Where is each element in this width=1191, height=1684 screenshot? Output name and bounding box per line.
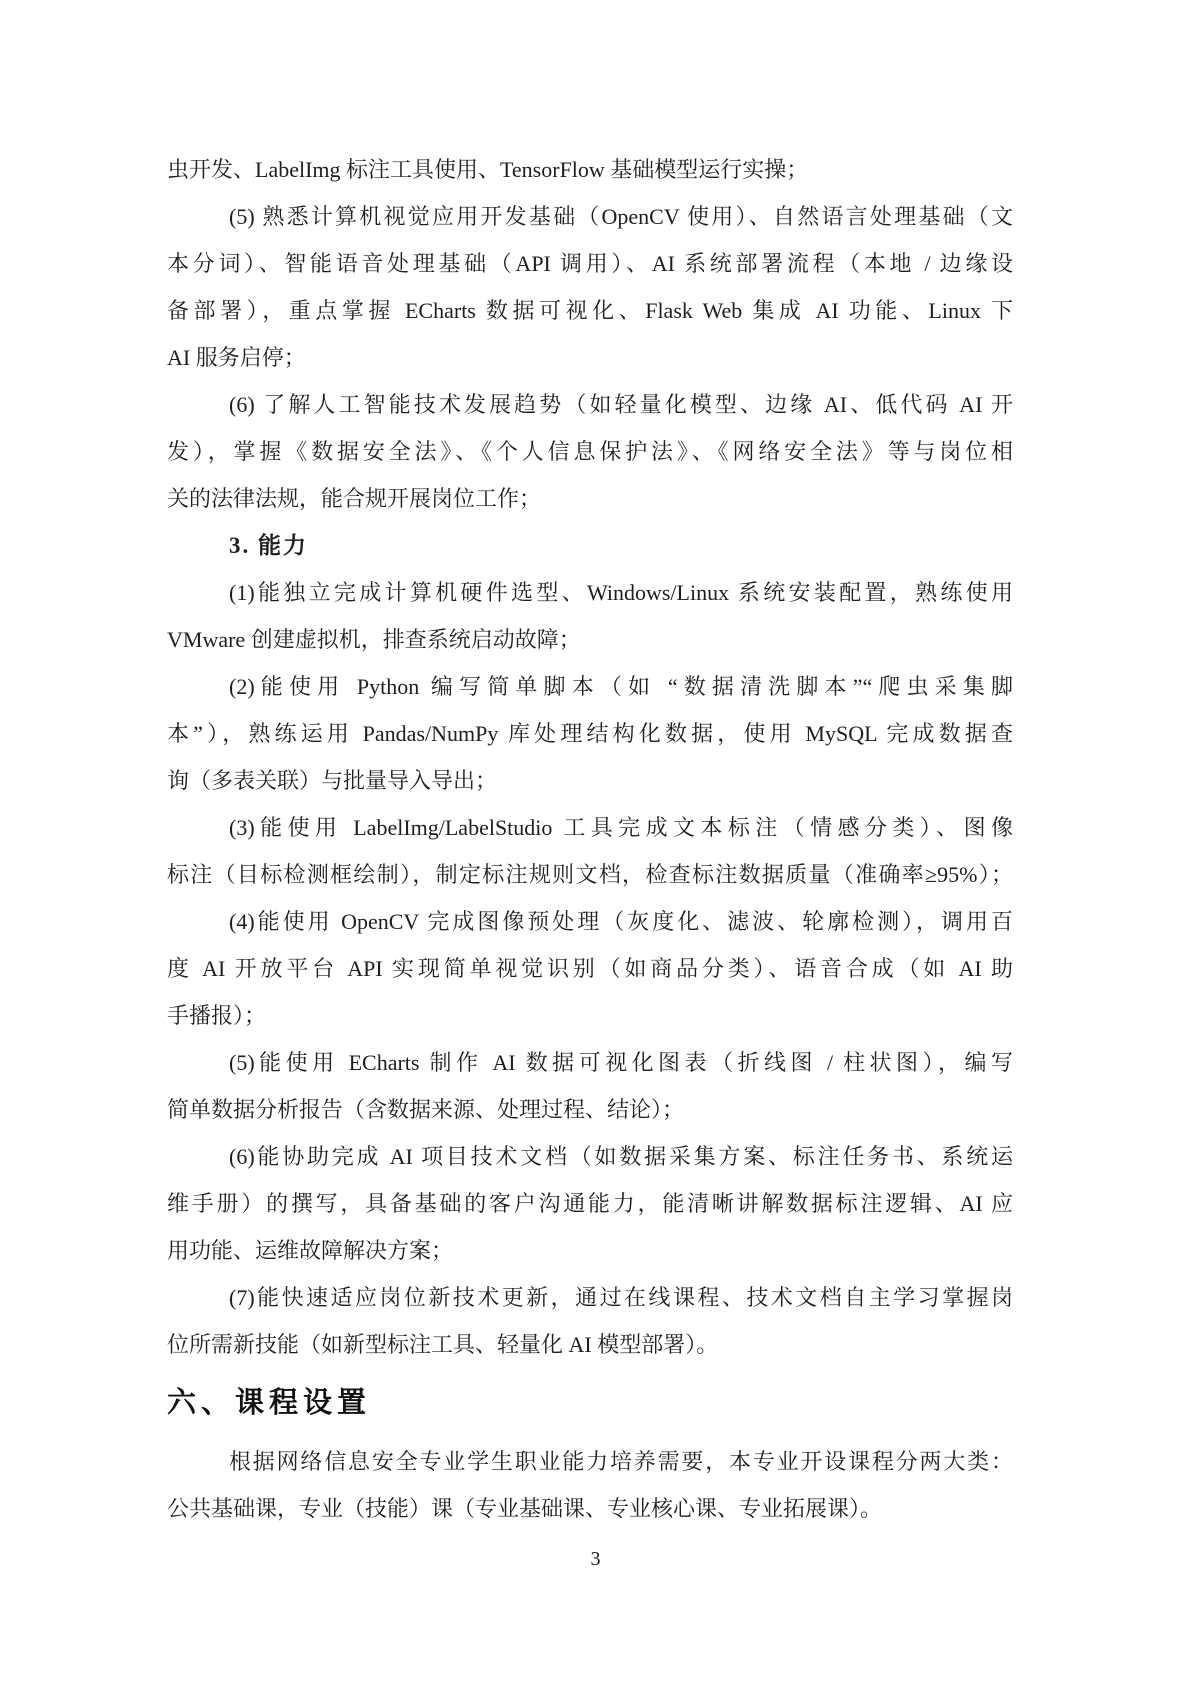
text-line: (3)能使用 LabelImg/LabelStudio 工具完成文本标注（情感分类）、图像 xyxy=(229,815,1013,840)
text-line: 简单数据分析报告（含数据来源、处理过程、结论）； xyxy=(167,1097,685,1122)
text-line: 本分词）、智能语音处理基础（API 调用）、AI 系统部署流程（本地 / 边缘设 xyxy=(167,251,1013,276)
text-line: 位所需新技能（如新型标注工具、轻量化 AI 模型部署）。 xyxy=(167,1332,719,1357)
subheading: 3. 能力 xyxy=(229,533,308,558)
text-line: (4)能使用 OpenCV 完成图像预处理（灰度化、滤波、轮廓检测），调用百 xyxy=(229,909,1013,934)
document-content xyxy=(167,146,1013,1532)
text-line: 备部署），重点掌握 ECharts 数据可视化、Flask Web 集成 AI 功能、Linux 下 xyxy=(167,298,1013,323)
text-line: 公共基础课，专业（技能）课（专业基础课、专业核心课、专业拓展课）。 xyxy=(167,1496,883,1521)
text-line: (5)能使用 ECharts 制作 AI 数据可视化图表（折线图 / 柱状图），编写 xyxy=(229,1050,1013,1075)
text-line: (1)能独立完成计算机硬件选型、Windows/Linux 系统安装配置，熟练使用 xyxy=(229,580,1013,605)
section-heading: 六、课程设置 xyxy=(167,1387,372,1419)
text-line: (2)能使用 Python 编写简单脚本（如 “数据清洗脚本”“爬虫采集脚 xyxy=(229,674,1013,699)
text-line: 虫开发、LabelImg 标注工具使用、TensorFlow 基础模型运行实操； xyxy=(167,157,809,182)
text-line: VMware 创建虚拟机，排查系统启动故障； xyxy=(167,627,581,652)
text-line: 本”），熟练运用 Pandas/NumPy 库处理结构化数据，使用 MySQL 完成数据查 xyxy=(167,721,1013,746)
text-line: 根据网络信息安全专业学生职业能力培养需要，本专业开设课程分两大类： xyxy=(229,1449,1013,1474)
text-line: 用功能、运维故障解决方案； xyxy=(167,1238,454,1263)
text-line: 关的法律法规，能合规开展岗位工作； xyxy=(167,486,542,511)
text-line: 度 AI 开放平台 API 实现简单视觉识别（如商品分类）、语音合成（如 AI 助 xyxy=(167,956,1013,981)
text-line: (6)能协助完成 AI 项目技术文档（如数据采集方案、标注任务书、系统运 xyxy=(229,1144,1013,1169)
text-line: (7)能快速适应岗位新技术更新，通过在线课程、技术文档自主学习掌握岗 xyxy=(229,1285,1013,1310)
text-line: 发），掌握《数据安全法》、《个人信息保护法》、《网络安全法》等与岗位相 xyxy=(167,439,1013,464)
text-line: (5) 熟悉计算机视觉应用开发基础（OpenCV 使用）、自然语言处理基础（文 xyxy=(229,204,1013,229)
text-line: 手播报）； xyxy=(167,1003,267,1028)
text-line: 询（多表关联）与批量导入导出； xyxy=(167,768,498,793)
text-line: 维手册）的撰写，具备基础的客户沟通能力，能清晰讲解数据标注逻辑、AI 应 xyxy=(167,1191,1013,1216)
text-line: 标注（目标检测框绘制），制定标注规则文档，检查标注数据质量（准确率≥95%）； xyxy=(167,862,1013,887)
text-line: (6) 了解人工智能技术发展趋势（如轻量化模型、边缘 AI、低代码 AI 开 xyxy=(229,392,1013,417)
page-number: 3 xyxy=(590,1548,601,1570)
text-line: AI 服务启停； xyxy=(167,345,306,370)
